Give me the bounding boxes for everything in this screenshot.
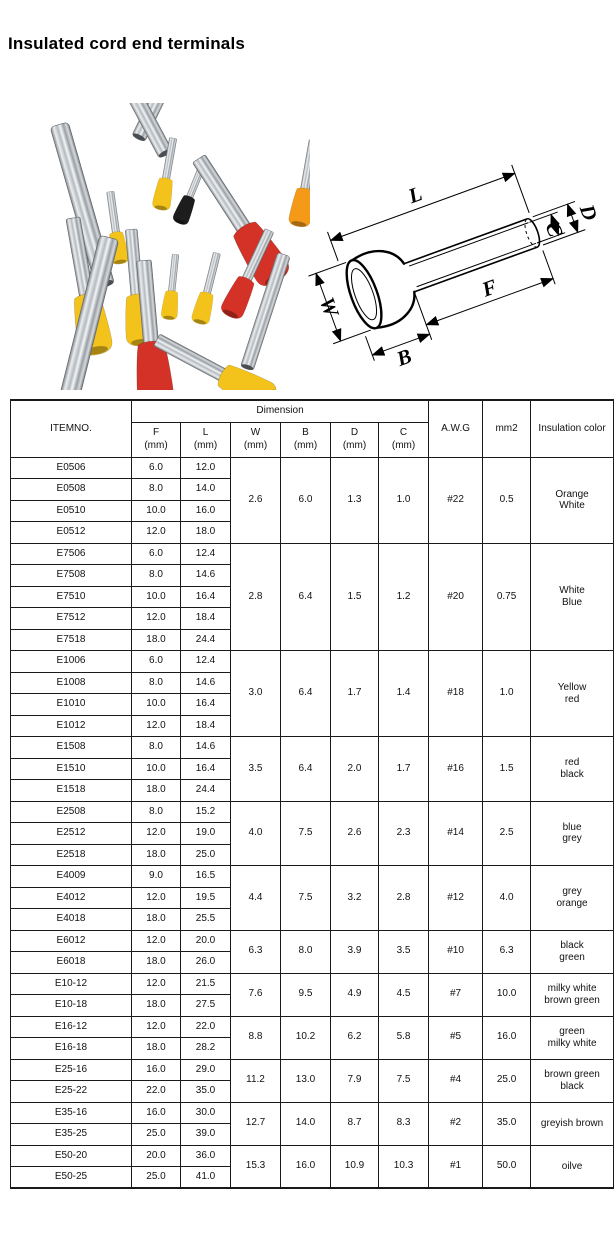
dim-l-cell: 26.0: [181, 952, 231, 974]
dim-d-cell: 2.0: [331, 737, 379, 802]
col-header-dimension: Dimension: [132, 400, 429, 422]
dim-l-cell: 41.0: [181, 1167, 231, 1189]
item-no-cell: E16-18: [11, 1038, 132, 1060]
insulation-color-cell: oilve: [531, 1145, 614, 1188]
awg-cell: #14: [429, 801, 483, 866]
dim-w-cell: 4.0: [231, 801, 281, 866]
mm2-cell: 35.0: [483, 1102, 531, 1145]
dim-l-cell: 21.5: [181, 973, 231, 995]
item-no-cell: E0512: [11, 522, 132, 544]
item-no-cell: E25-16: [11, 1059, 132, 1081]
item-no-cell: E1510: [11, 758, 132, 780]
item-no-cell: E6012: [11, 930, 132, 952]
dim-w-cell: 2.6: [231, 457, 281, 543]
dim-f-cell: 8.0: [132, 737, 181, 759]
mm2-cell: 10.0: [483, 973, 531, 1016]
dim-label-B: B: [393, 343, 415, 372]
insulation-color-cell: greyish brown: [531, 1102, 614, 1145]
awg-cell: #22: [429, 457, 483, 543]
dim-l-cell: 19.5: [181, 887, 231, 909]
dim-l-cell: 16.4: [181, 694, 231, 716]
dim-w-cell: 11.2: [231, 1059, 281, 1102]
col-header-w: W (mm): [231, 422, 281, 457]
dim-l-cell: 16.0: [181, 500, 231, 522]
table-row: [11, 973, 614, 995]
dim-c-cell: 8.3: [379, 1102, 429, 1145]
dim-l-cell: 25.0: [181, 844, 231, 866]
mm2-cell: 0.75: [483, 543, 531, 651]
dim-f-cell: 18.0: [132, 844, 181, 866]
dim-f-cell: 18.0: [132, 780, 181, 802]
dim-b-cell: 7.5: [281, 866, 331, 931]
dim-l-cell: 19.0: [181, 823, 231, 845]
dim-b-cell: 6.4: [281, 543, 331, 651]
awg-cell: #18: [429, 651, 483, 737]
item-no-cell: E10-12: [11, 973, 132, 995]
dim-f-cell: 6.0: [132, 543, 181, 565]
table-row: [11, 930, 614, 952]
yellow-ferrule: [161, 253, 184, 320]
dim-f-cell: 12.0: [132, 823, 181, 845]
insulation-color-cell: red black: [531, 737, 614, 802]
dim-f-cell: 18.0: [132, 629, 181, 651]
dim-b-cell: 9.5: [281, 973, 331, 1016]
ferrule-drawing: [308, 148, 615, 373]
table-row: [11, 1059, 614, 1081]
dim-d-cell: 1.5: [331, 543, 379, 651]
dim-l-cell: 22.0: [181, 1016, 231, 1038]
insulation-color-cell: Orange White: [531, 457, 614, 543]
item-no-cell: E6018: [11, 952, 132, 974]
item-no-cell: E10-18: [11, 995, 132, 1017]
dim-b-cell: 10.2: [281, 1016, 331, 1059]
awg-cell: #16: [429, 737, 483, 802]
insulation-color-cell: Yellow red: [531, 651, 614, 737]
insulation-color-cell: brown green black: [531, 1059, 614, 1102]
dim-b-cell: 6.4: [281, 737, 331, 802]
dim-label-C: C: [540, 218, 568, 240]
dim-w-cell: 7.6: [231, 973, 281, 1016]
item-no-cell: E7518: [11, 629, 132, 651]
dim-c-cell: 1.0: [379, 457, 429, 543]
dim-label-W: W: [314, 293, 344, 320]
dim-c-cell: 1.7: [379, 737, 429, 802]
dim-d-cell: 6.2: [331, 1016, 379, 1059]
dim-l-cell: 24.4: [181, 629, 231, 651]
product-photo: [40, 103, 310, 390]
item-no-cell: E7508: [11, 565, 132, 587]
item-no-cell: E35-25: [11, 1124, 132, 1146]
item-no-cell: E2518: [11, 844, 132, 866]
dim-l-cell: 16.5: [181, 866, 231, 888]
dim-f-cell: 25.0: [132, 1124, 181, 1146]
dim-f-cell: 10.0: [132, 758, 181, 780]
dim-f-cell: 9.0: [132, 866, 181, 888]
insulation-color-cell: black green: [531, 930, 614, 973]
dim-w-cell: 2.8: [231, 543, 281, 651]
dim-w-cell: 8.8: [231, 1016, 281, 1059]
dim-f-cell: 10.0: [132, 586, 181, 608]
dim-b-cell: 6.0: [281, 457, 331, 543]
dim-f-cell: 12.0: [132, 1016, 181, 1038]
dim-d-cell: 1.3: [331, 457, 379, 543]
item-no-cell: E0508: [11, 479, 132, 501]
dim-c-cell: 3.5: [379, 930, 429, 973]
table-row: [11, 1145, 614, 1167]
dim-l-cell: 27.5: [181, 995, 231, 1017]
col-header-c: C (mm): [379, 422, 429, 457]
dim-b-cell: 7.5: [281, 801, 331, 866]
insulation-color-cell: blue grey: [531, 801, 614, 866]
dim-l-cell: 36.0: [181, 1145, 231, 1167]
dim-f-cell: 12.0: [132, 887, 181, 909]
item-no-cell: E2508: [11, 801, 132, 823]
table-row: [11, 1016, 614, 1038]
dim-w-cell: 3.0: [231, 651, 281, 737]
table-row: [11, 1102, 614, 1124]
dim-d-cell: 1.7: [331, 651, 379, 737]
col-header-f: F (mm): [132, 422, 181, 457]
dim-label-D: D: [574, 201, 603, 224]
dim-w-cell: 12.7: [231, 1102, 281, 1145]
dim-f-cell: 18.0: [132, 995, 181, 1017]
table-row: [11, 737, 614, 759]
dim-b-cell: 14.0: [281, 1102, 331, 1145]
item-no-cell: E1010: [11, 694, 132, 716]
dim-l-cell: 12.4: [181, 651, 231, 673]
dim-l-cell: 12.0: [181, 457, 231, 479]
mm2-cell: 6.3: [483, 930, 531, 973]
item-no-cell: E1508: [11, 737, 132, 759]
dim-l-cell: 18.4: [181, 715, 231, 737]
dim-w-cell: 4.4: [231, 866, 281, 931]
page-title: Insulated cord end terminals: [8, 34, 246, 53]
dim-f-cell: 18.0: [132, 952, 181, 974]
dim-l-cell: 18.0: [181, 522, 231, 544]
col-header-l: L (mm): [181, 422, 231, 457]
dim-l-cell: 16.4: [181, 758, 231, 780]
dim-f-cell: 20.0: [132, 1145, 181, 1167]
dim-l-cell: 20.0: [181, 930, 231, 952]
dim-f-cell: 12.0: [132, 930, 181, 952]
awg-cell: #12: [429, 866, 483, 931]
dim-c-cell: 5.8: [379, 1016, 429, 1059]
dim-f-cell: 22.0: [132, 1081, 181, 1103]
dim-l-cell: 39.0: [181, 1124, 231, 1146]
dim-f-cell: 8.0: [132, 565, 181, 587]
dim-d-cell: 3.2: [331, 866, 379, 931]
col-header-b: B (mm): [281, 422, 331, 457]
dim-c-cell: 7.5: [379, 1059, 429, 1102]
dim-l-cell: 14.0: [181, 479, 231, 501]
dim-d-cell: 2.6: [331, 801, 379, 866]
col-header-awg: A.W.G: [429, 400, 483, 457]
item-no-cell: E25-22: [11, 1081, 132, 1103]
dim-l-cell: 14.6: [181, 737, 231, 759]
item-no-cell: E50-20: [11, 1145, 132, 1167]
dim-b-cell: 8.0: [281, 930, 331, 973]
insulation-color-cell: White Blue: [531, 543, 614, 651]
item-no-cell: E7510: [11, 586, 132, 608]
dim-w-cell: 6.3: [231, 930, 281, 973]
item-no-cell: E4012: [11, 887, 132, 909]
dim-d-cell: 7.9: [331, 1059, 379, 1102]
dim-f-cell: 25.0: [132, 1167, 181, 1189]
dim-c-cell: 4.5: [379, 973, 429, 1016]
dim-f-cell: 16.0: [132, 1102, 181, 1124]
dim-f-cell: 12.0: [132, 973, 181, 995]
mm2-cell: 2.5: [483, 801, 531, 866]
dim-l-cell: 14.6: [181, 672, 231, 694]
item-no-cell: E1008: [11, 672, 132, 694]
dim-c-cell: 2.8: [379, 866, 429, 931]
dim-l-cell: 18.4: [181, 608, 231, 630]
dim-f-cell: 8.0: [132, 672, 181, 694]
dim-d-cell: 3.9: [331, 930, 379, 973]
insulation-color-cell: grey orange: [531, 866, 614, 931]
dim-l-cell: 30.0: [181, 1102, 231, 1124]
mm2-cell: 1.0: [483, 651, 531, 737]
dim-d-cell: 8.7: [331, 1102, 379, 1145]
dim-f-cell: 12.0: [132, 608, 181, 630]
dim-l-cell: 35.0: [181, 1081, 231, 1103]
col-header-d: D (mm): [331, 422, 379, 457]
col-header-insulation-color: Insulation color: [531, 400, 614, 457]
dim-label-L: L: [404, 181, 426, 209]
dim-f-cell: 16.0: [132, 1059, 181, 1081]
item-no-cell: E0510: [11, 500, 132, 522]
dim-f-cell: 18.0: [132, 1038, 181, 1060]
spec-table: [10, 399, 614, 1189]
dim-l-cell: 14.6: [181, 565, 231, 587]
dimension-diagram: [308, 148, 615, 373]
awg-cell: #1: [429, 1145, 483, 1188]
dim-f-cell: 6.0: [132, 457, 181, 479]
dim-f-cell: 6.0: [132, 651, 181, 673]
table-row: [11, 457, 614, 479]
dim-label-F: F: [478, 274, 501, 302]
dim-c-cell: 2.3: [379, 801, 429, 866]
mm2-cell: 0.5: [483, 457, 531, 543]
dim-w-cell: 15.3: [231, 1145, 281, 1188]
dim-b-cell: 6.4: [281, 651, 331, 737]
mm2-cell: 4.0: [483, 866, 531, 931]
item-no-cell: E1006: [11, 651, 132, 673]
item-no-cell: E4018: [11, 909, 132, 931]
dim-w-cell: 3.5: [231, 737, 281, 802]
dim-f-cell: 10.0: [132, 694, 181, 716]
dim-f-cell: 8.0: [132, 479, 181, 501]
awg-cell: #4: [429, 1059, 483, 1102]
dim-l-cell: 12.4: [181, 543, 231, 565]
table-row: [11, 543, 614, 565]
dim-f-cell: 12.0: [132, 715, 181, 737]
item-no-cell: E35-16: [11, 1102, 132, 1124]
mm2-cell: 1.5: [483, 737, 531, 802]
item-no-cell: E50-25: [11, 1167, 132, 1189]
dim-l-cell: 16.4: [181, 586, 231, 608]
dim-d-cell: 4.9: [331, 973, 379, 1016]
insulation-color-cell: milky white brown green: [531, 973, 614, 1016]
col-header-itemno: ITEMNO.: [11, 400, 132, 457]
item-no-cell: E16-12: [11, 1016, 132, 1038]
item-no-cell: E0506: [11, 457, 132, 479]
dim-f-cell: 10.0: [132, 500, 181, 522]
mm2-cell: 25.0: [483, 1059, 531, 1102]
table-row: [11, 801, 614, 823]
dim-l-cell: 24.4: [181, 780, 231, 802]
mm2-cell: 50.0: [483, 1145, 531, 1188]
dim-b-cell: 16.0: [281, 1145, 331, 1188]
dim-l-cell: 15.2: [181, 801, 231, 823]
awg-cell: #7: [429, 973, 483, 1016]
dim-d-cell: 10.9: [331, 1145, 379, 1188]
item-no-cell: E4009: [11, 866, 132, 888]
dim-f-cell: 12.0: [132, 522, 181, 544]
awg-cell: #10: [429, 930, 483, 973]
yellow-ferrule: [191, 251, 226, 326]
awg-cell: #20: [429, 543, 483, 651]
item-no-cell: E7512: [11, 608, 132, 630]
ferrules-photo-illustration: [40, 103, 310, 390]
item-no-cell: E1012: [11, 715, 132, 737]
dim-l-cell: 28.2: [181, 1038, 231, 1060]
item-no-cell: E2512: [11, 823, 132, 845]
dim-c-cell: 1.2: [379, 543, 429, 651]
dim-l-cell: 25.5: [181, 909, 231, 931]
table-row: [11, 651, 614, 673]
item-no-cell: E1518: [11, 780, 132, 802]
dim-b-cell: 13.0: [281, 1059, 331, 1102]
item-no-cell: E7506: [11, 543, 132, 565]
table-row: [11, 866, 614, 888]
dim-f-cell: 8.0: [132, 801, 181, 823]
orange-ferrule: [288, 138, 310, 228]
dim-f-cell: 18.0: [132, 909, 181, 931]
awg-cell: #5: [429, 1016, 483, 1059]
dim-l-cell: 29.0: [181, 1059, 231, 1081]
mm2-cell: 16.0: [483, 1016, 531, 1059]
dim-c-cell: 1.4: [379, 651, 429, 737]
insulation-color-cell: green milky white: [531, 1016, 614, 1059]
dim-c-cell: 10.3: [379, 1145, 429, 1188]
awg-cell: #2: [429, 1102, 483, 1145]
col-header-mm2: mm2: [483, 400, 531, 457]
